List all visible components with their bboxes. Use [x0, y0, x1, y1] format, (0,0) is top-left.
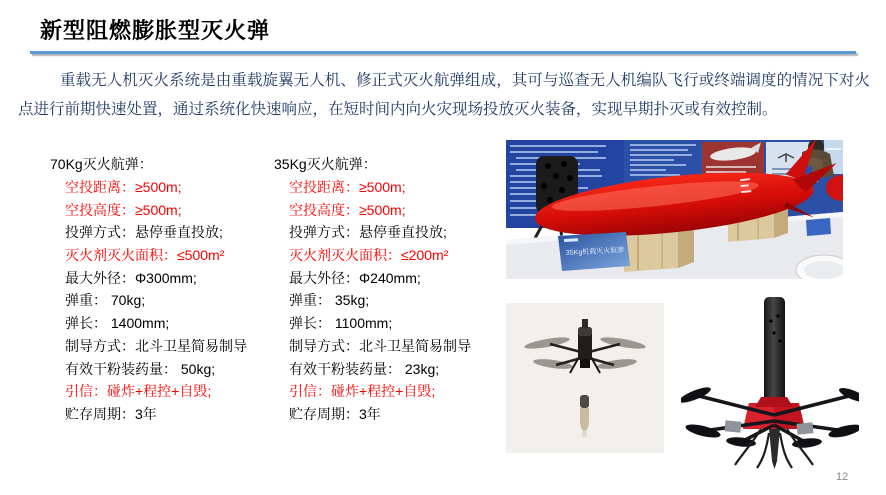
- spec-item: 引信：碰炸+程控+自毁;: [65, 383, 212, 400]
- spec-item: 空投距离：≥500m;: [289, 179, 406, 196]
- spec-item: 投弹方式：悬停垂直投放;: [289, 224, 447, 241]
- spec-heading-35kg: 35Kg灭火航弹：: [274, 156, 377, 173]
- drone-photo-illustration: [681, 295, 859, 473]
- spec-item: 空投距离：≥500m;: [65, 179, 182, 196]
- spec-item: 制导方式：北斗卫星简易制导: [65, 337, 247, 354]
- spec-item: 弹重： 35kg;: [289, 292, 370, 309]
- spec-item: 最大外径：Φ240mm;: [289, 269, 421, 286]
- photo-drone-with-bomb-tube: [681, 295, 859, 473]
- spec-item: 贮存周期：3年: [289, 405, 381, 422]
- exhibit-photo-illustration: [506, 140, 843, 279]
- page-number: 12: [836, 471, 849, 483]
- spec-item: 制导方式：北斗卫星简易制导: [289, 337, 471, 354]
- title-underline: [30, 51, 856, 54]
- intro-paragraph: 重载无人机灭火系统是由重载旋翼无人机、修正式灭火航弹组成，其可与巡查无人机编队飞行或终端调度的情况下对火点进行前期快速处置，通过系统化快速响应，在短时间内向火灾现场投放灭火装备，实现早期扑灭或有效控制。: [18, 72, 870, 118]
- spec-item: 弹长： 1100mm;: [289, 315, 393, 332]
- spec-item: 灭火剂灭火面积：≤200m²: [289, 247, 449, 264]
- spec-item: 有效干粉装药量： 50kg;: [65, 360, 216, 377]
- spec-item: 有效干粉装药量： 23kg;: [289, 360, 440, 377]
- spec-heading-70kg: 70Kg灭火航弹：: [50, 156, 153, 173]
- page-title: 新型阻燃膨胀型灭火弹: [40, 18, 271, 43]
- exhibit-placard-label: 35Kg机载灭火航弹: [565, 246, 625, 257]
- drop-photo-illustration: [506, 303, 664, 453]
- spec-item: 灭火剂灭火面积：≤500m²: [65, 247, 225, 264]
- spec-item: 弹重： 70kg;: [65, 292, 146, 309]
- spec-item: 弹长： 1400mm;: [65, 315, 170, 332]
- spec-item: 空投高度：≥500m;: [289, 201, 406, 218]
- spec-column-70kg: [50, 153, 247, 425]
- spec-item: 贮存周期：3年: [65, 405, 157, 422]
- spec-item: 引信：碰炸+程控+自毁;: [289, 383, 436, 400]
- photo-drone-dropping-bomb: [506, 303, 664, 453]
- spec-item: 投弹方式：悬停垂直投放;: [65, 224, 223, 241]
- spec-item: 空投高度：≥500m;: [65, 201, 182, 218]
- photo-exhibit-red-bomb: [506, 140, 843, 279]
- spec-column-35kg: [274, 153, 471, 425]
- spec-item: 最大外径：Φ300mm;: [65, 269, 197, 286]
